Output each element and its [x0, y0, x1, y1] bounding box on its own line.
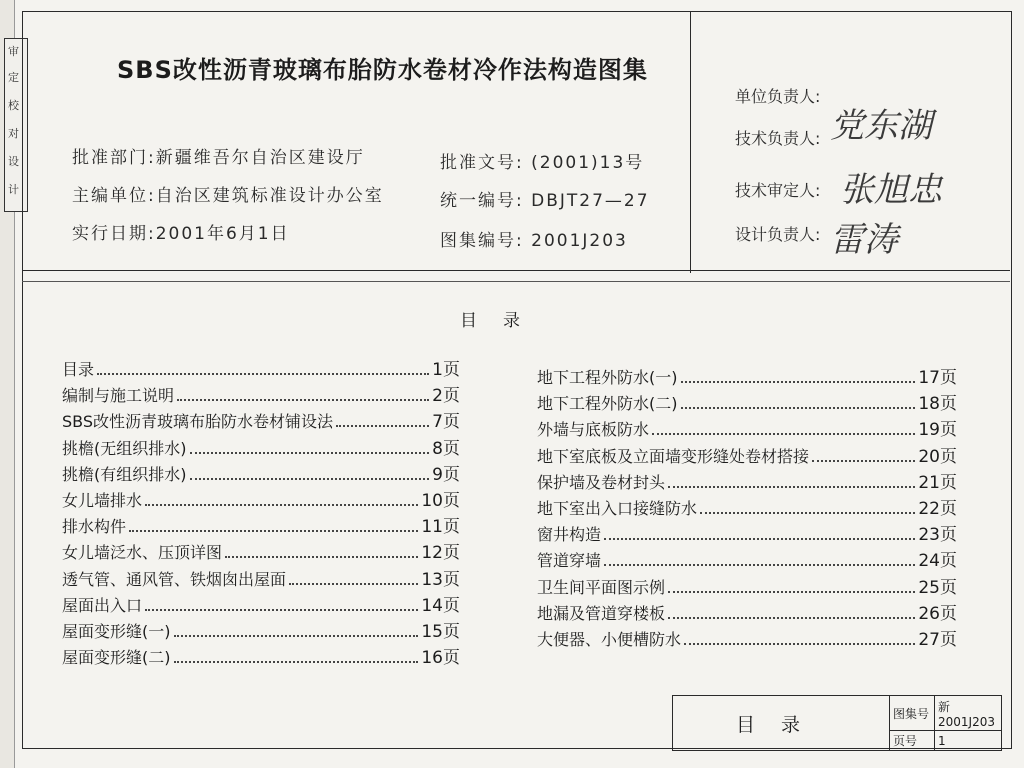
toc-item-page: 26页 [918, 603, 957, 624]
unit-head-label: 单位负责人: [735, 87, 821, 106]
toc-item[interactable] [537, 389, 957, 415]
toc-item[interactable] [62, 617, 460, 643]
toc-item[interactable] [62, 460, 460, 486]
toc-item-title: 屋面变形缝(二) [62, 648, 171, 668]
toc-item-page: 18页 [918, 394, 957, 415]
toc-left-column [62, 355, 460, 669]
leader-dots [604, 564, 915, 566]
design-head-label: 设计负责人: [735, 225, 821, 244]
toc-item[interactable] [537, 520, 957, 546]
strip-char: 对 [8, 127, 19, 140]
toc-item-title: 排水构件 [62, 517, 127, 537]
page-no-value: 1 [935, 731, 1002, 751]
toc-item[interactable] [537, 442, 957, 468]
toc-item-title: SBS改性沥青玻璃布胎防水卷材铺设法 [62, 412, 334, 432]
toc-item[interactable] [62, 407, 460, 433]
leader-dots [681, 407, 916, 409]
toc-item[interactable] [62, 486, 460, 512]
leader-dots [174, 661, 419, 663]
unified-number: 统一编号: DBJT27—27 [440, 191, 650, 211]
strip-char: 设 [8, 155, 19, 168]
atlas-no-value: 新2001J203 [935, 696, 1002, 731]
toc-item-title: 地下室底板及立面墙变形缝处卷材搭接 [537, 446, 810, 466]
leader-dots [145, 504, 418, 506]
toc-item[interactable] [537, 363, 957, 389]
leader-dots [684, 643, 915, 645]
toc-item[interactable] [537, 415, 957, 441]
toc-item-page: 8页 [432, 438, 460, 459]
leader-dots [668, 591, 915, 593]
toc-item-page: 24页 [918, 551, 957, 572]
toc-top-divider [22, 281, 1010, 282]
leader-dots [289, 583, 418, 585]
toc-item-title: 透气管、通风管、铁烟囱出屋面 [62, 569, 287, 589]
leader-dots [190, 452, 430, 454]
document-title: SBS改性沥青玻璃布胎防水卷材冷作法构造图集 [117, 56, 648, 84]
toc-item-page: 22页 [918, 498, 957, 519]
toc-item-title: 窗井构造 [537, 525, 602, 545]
toc-item-title: 目录 [62, 360, 95, 379]
effective-date: 实行日期:2001年6月1日 [72, 224, 290, 244]
toc-item[interactable] [62, 643, 460, 669]
toc-item[interactable] [537, 573, 957, 599]
toc-item-title: 地下工程外防水(一) [537, 368, 678, 387]
toc-item-page: 2页 [432, 386, 460, 407]
signature-tech-head: 党东湖 [830, 106, 932, 146]
toc-item-page: 25页 [918, 577, 957, 598]
toc-item-page: 9页 [432, 464, 460, 485]
leader-dots [145, 609, 418, 611]
atlas-number: 图集编号: 2001J203 [440, 231, 628, 251]
strip-char: 计 [8, 183, 19, 196]
tech-reviewer-label: 技术审定人: [735, 181, 821, 200]
page-no-label: 页号 [890, 731, 935, 751]
leader-dots [812, 460, 915, 462]
toc-item[interactable] [62, 355, 460, 381]
toc-item[interactable] [62, 512, 460, 538]
toc-item[interactable] [537, 546, 957, 572]
toc-item-page: 23页 [918, 525, 957, 546]
strip-char: 校 [8, 99, 19, 112]
editor-unit: 主编单位:自治区建筑标准设计办公室 [72, 186, 384, 206]
leader-dots [177, 399, 429, 401]
toc-item-page: 17页 [918, 368, 957, 388]
toc-item-page: 20页 [918, 446, 957, 467]
toc-item-page: 12页 [421, 543, 460, 564]
toc-item-title: 地漏及管道穿楼板 [537, 603, 666, 623]
tech-head-label: 技术负责人: [735, 129, 821, 148]
title-block-name: 目录 [673, 696, 890, 751]
toc-item-title: 挑檐(有组织排水) [62, 464, 187, 484]
strip-char: 定 [8, 71, 19, 84]
toc-item-title: 地下室出入口接缝防水 [537, 498, 698, 518]
toc-item-page: 10页 [421, 490, 460, 511]
leader-dots [190, 478, 430, 480]
toc-item-title: 挑檐(无组织排水) [62, 438, 187, 458]
leader-dots [97, 373, 429, 375]
toc-item-page: 19页 [918, 420, 957, 441]
strip-char: 审 [8, 45, 19, 58]
title-block-table [672, 695, 1002, 751]
toc-item-page: 1页 [432, 360, 460, 380]
toc-item-title: 大便器、小便槽防水 [537, 629, 682, 649]
toc-right-column [537, 363, 957, 651]
toc-item[interactable] [537, 494, 957, 520]
toc-item[interactable] [62, 591, 460, 617]
toc-item-title: 外墙与底板防水 [537, 420, 650, 440]
toc-item-page: 11页 [421, 517, 460, 538]
toc-item-title: 编制与施工说明 [62, 386, 175, 406]
toc-item-page: 15页 [421, 621, 460, 642]
leader-dots [668, 486, 915, 488]
toc-item-page: 7页 [432, 412, 460, 433]
leader-dots [604, 538, 915, 540]
toc-item-title: 卫生间平面图示例 [537, 577, 666, 597]
approval-number: 批准文号: (2001)13号 [440, 153, 645, 173]
toc-item-title: 管道穿墙 [537, 551, 602, 571]
leader-dots [129, 530, 418, 532]
toc-item-page: 21页 [918, 472, 957, 493]
leader-dots [681, 381, 916, 383]
toc-item-page: 13页 [421, 569, 460, 590]
toc-item-title: 屋面变形缝(一) [62, 621, 171, 641]
toc-item-title: 女儿墙排水 [62, 490, 143, 510]
toc-item[interactable] [62, 434, 460, 460]
toc-item-title: 保护墙及卷材封头 [537, 472, 666, 492]
approval-dept: 批准部门:新疆维吾尔自治区建设厅 [72, 148, 365, 168]
leader-dots [336, 425, 429, 427]
toc-item-title: 女儿墙泛水、压顶详图 [62, 543, 223, 563]
atlas-no-label: 图集号 [890, 696, 935, 731]
toc-item[interactable] [537, 599, 957, 625]
header-divider [22, 270, 1010, 271]
toc-item-page: 27页 [918, 629, 957, 650]
toc-item[interactable] [62, 538, 460, 564]
toc-item[interactable] [537, 468, 957, 494]
toc-item-page: 14页 [421, 595, 460, 616]
toc-item-title: 地下工程外防水(二) [537, 394, 678, 414]
leader-dots [174, 635, 419, 637]
toc-item-page: 16页 [421, 648, 460, 669]
signature-design-head: 雷涛 [830, 220, 898, 260]
leader-dots [652, 433, 915, 435]
toc-item[interactable] [537, 625, 957, 651]
leader-dots [700, 512, 915, 514]
leader-dots [668, 617, 915, 619]
toc-item[interactable] [62, 381, 460, 407]
leader-dots [225, 556, 418, 558]
toc-item[interactable] [62, 565, 460, 591]
toc-heading: 目录 [460, 311, 546, 331]
toc-item-title: 屋面出入口 [62, 595, 143, 615]
signature-tech-reviewer: 张旭忠 [840, 170, 942, 210]
